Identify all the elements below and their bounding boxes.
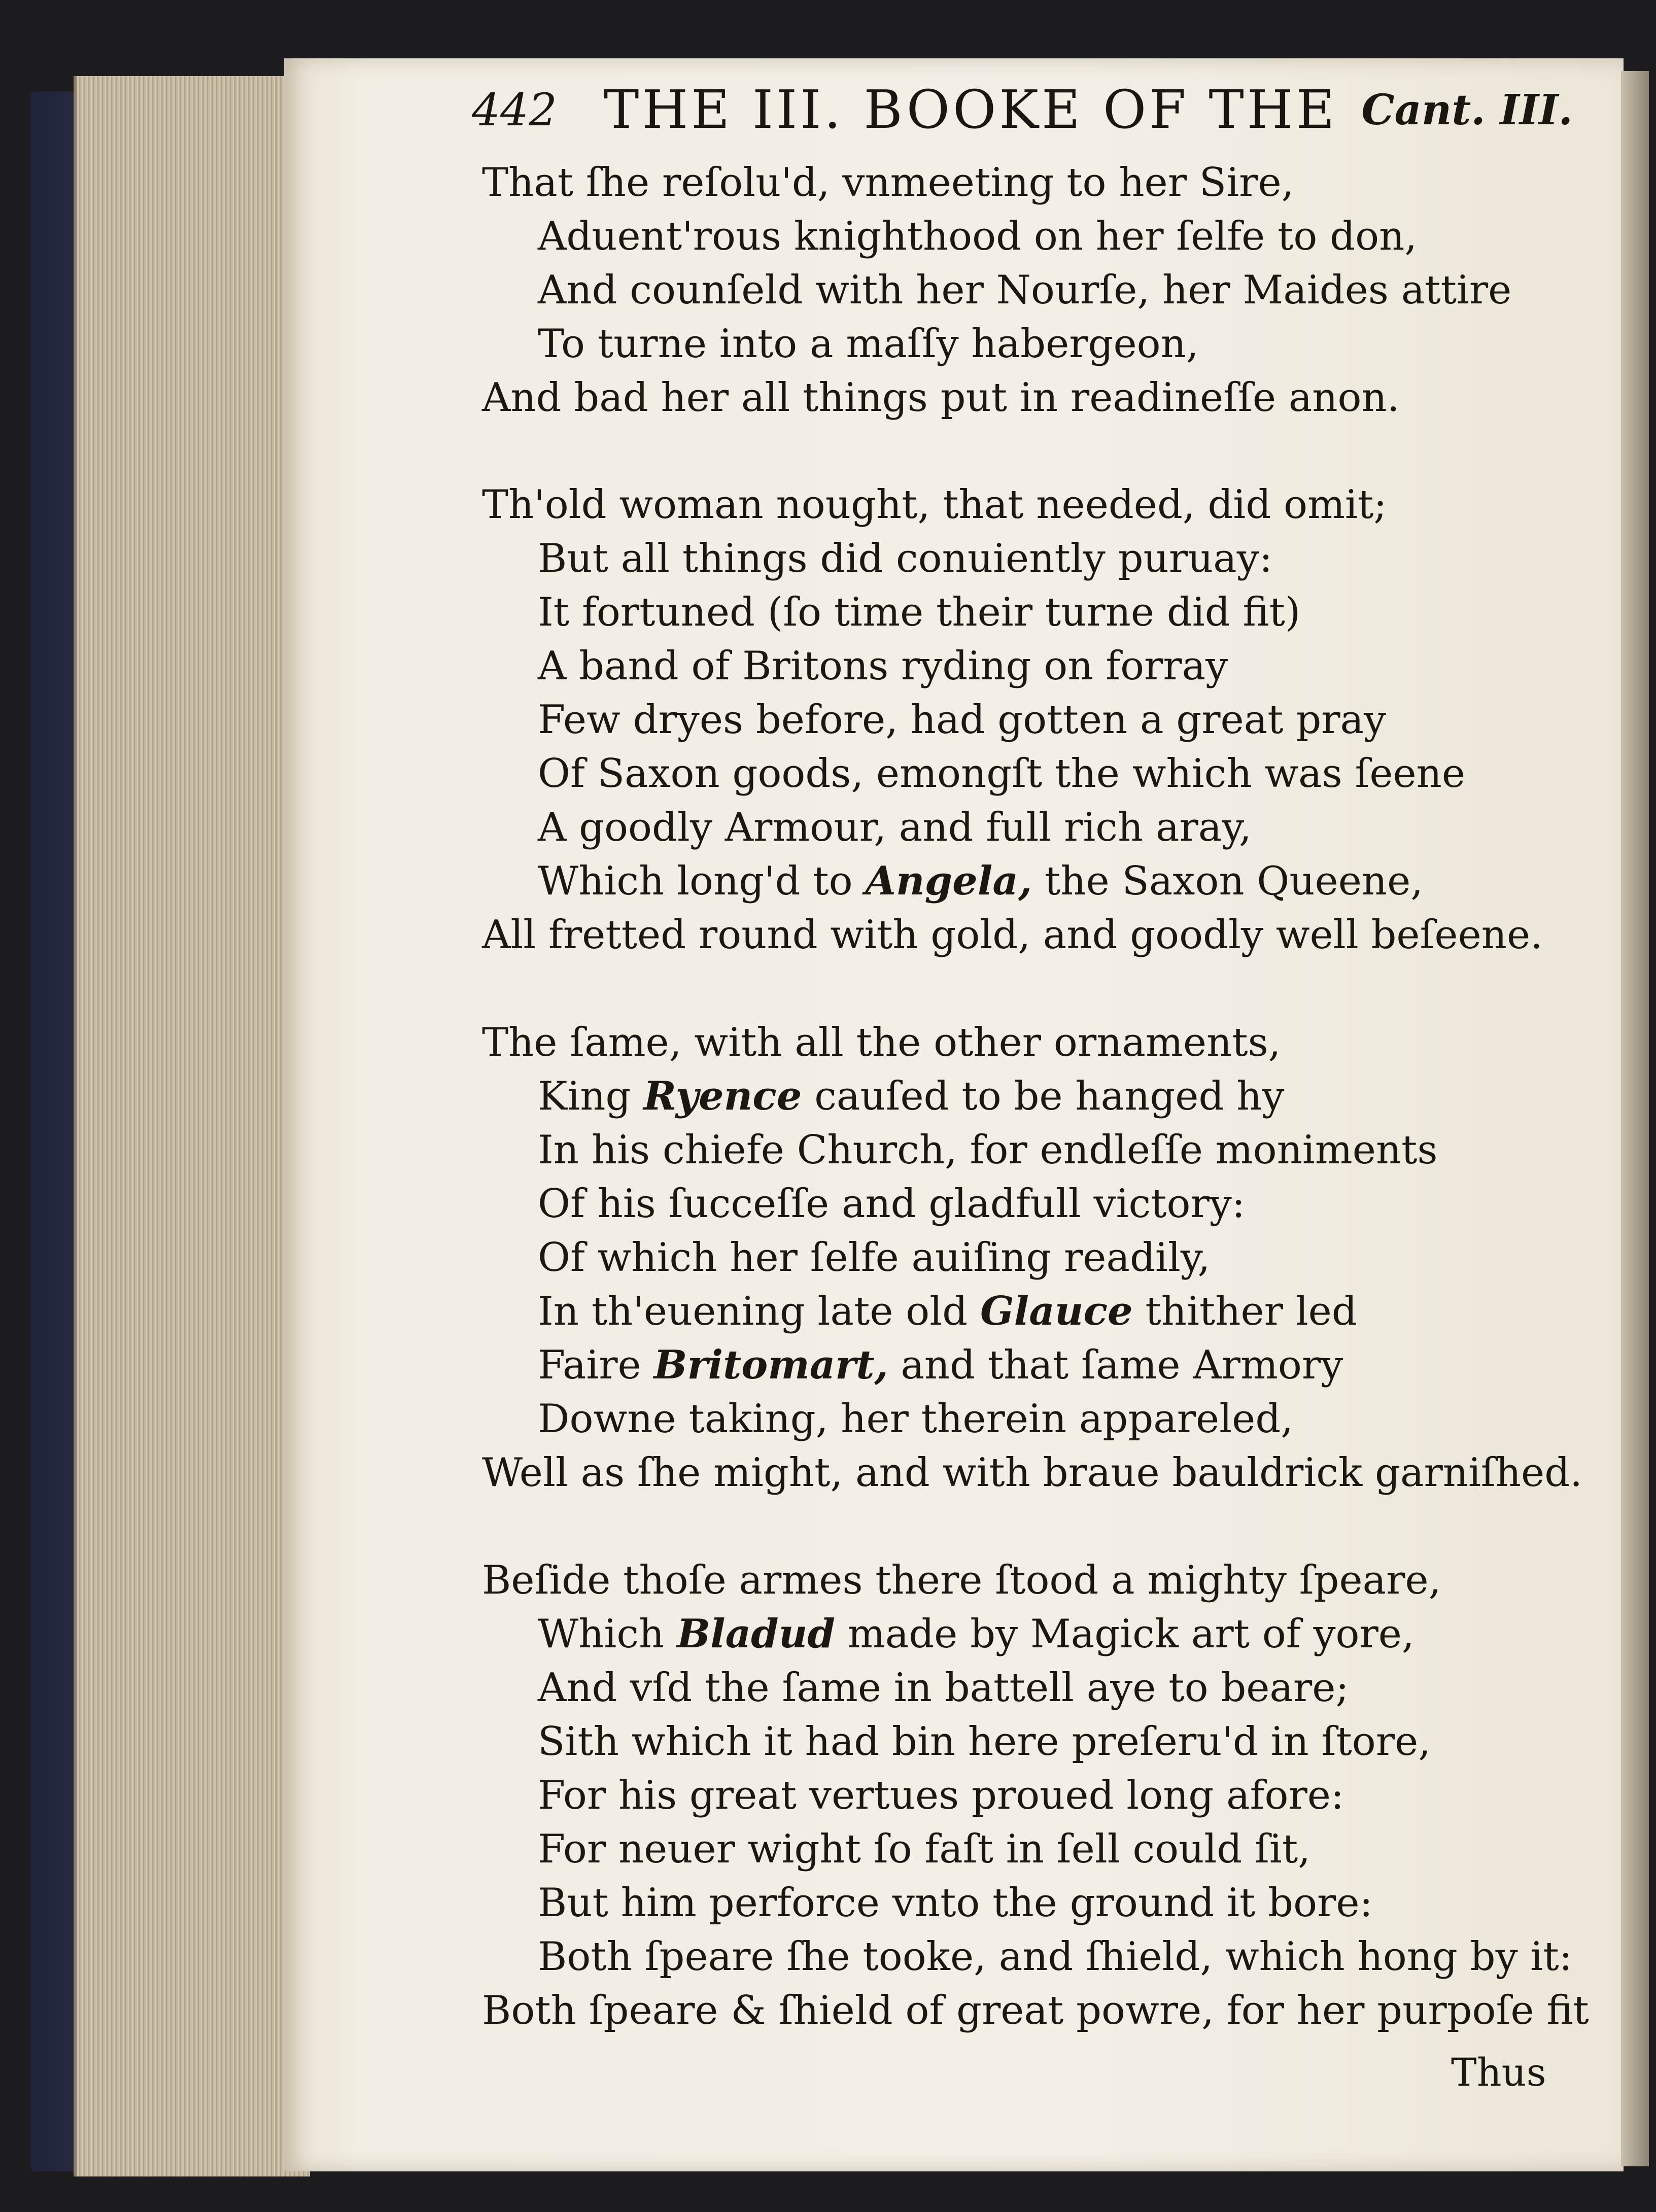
verse-text: Beſide thoſe armes there ſtood a mighty ſpeare, [482,1558,1441,1603]
verse-line [482,910,1543,960]
verse-line [482,372,1400,423]
verse-text: That ſhe reſolu'd, vnmeeting to her Sire, [482,160,1294,205]
verse-line [538,1394,1293,1444]
verse-line [538,1286,1357,1337]
verse-text: And vſd the ſame in battell aye to beare; [538,1665,1349,1711]
verse-text: A band of Britons ryding on forray [538,643,1228,689]
verse-line [538,1125,1438,1176]
verse-line [538,265,1511,316]
verse-line [538,1716,1431,1767]
proper-name: Glauce [980,1288,1133,1334]
verse-line [538,1232,1210,1283]
verse-text: And bad her all things put in readineſſe anon. [482,375,1400,421]
proper-name: Britomart, [653,1342,888,1388]
verse-text: King [538,1074,644,1119]
verse-text: Which [538,1611,677,1657]
verse-line [538,1071,1284,1122]
verse-text: The ſame, with all the other ornaments, [482,1020,1281,1065]
verse-text: To turne into a maſſy habergeon, [538,321,1199,367]
verse-line [538,1663,1349,1713]
verse-text: Th'old woman nought, that needed, did omit; [482,482,1387,528]
verse-line [538,1878,1373,1928]
proper-name: Ryence [643,1073,802,1119]
verse-text: For neuer wight ſo faſt in ſell could ſit, [538,1826,1310,1872]
verse-text: cauſed to be hanged hy [802,1074,1285,1119]
verse-line [482,479,1387,530]
verse-line [538,1609,1414,1660]
verse-line [538,856,1423,907]
verse-text: and that ſame Armory [888,1342,1343,1388]
verse-line [538,1770,1344,1821]
verse-line [482,1447,1582,1498]
verse-line [538,695,1386,745]
verse-line [482,1017,1281,1068]
verse-line [482,1985,1589,2036]
verse-text: In th'euening late old [538,1289,980,1334]
verse-text: All fretted round with gold, and goodly well beſeene. [482,912,1543,958]
verse-text: For his great vertues proued long afore: [538,1773,1344,1818]
verse-line [538,1931,1572,1982]
verse-line [538,211,1417,262]
verse-text: Which long'd to [538,858,866,904]
verse-line [538,319,1199,369]
verse-line [538,802,1252,853]
verse-line [482,1555,1441,1606]
verse-text: Well as ſhe might, and with braue bauldrick garniſhed. [482,1450,1582,1496]
verse-line [482,157,1294,208]
verse-line [538,1340,1343,1391]
verse-line [538,1824,1310,1875]
verse-text: Aduent'rous knighthood on her ſelfe to don, [538,214,1418,259]
verse-text: Faire [538,1342,654,1388]
verse-text: Downe taking, her therein appareled, [538,1396,1294,1442]
verse-text: made by Magick art of yore, [835,1611,1414,1657]
proper-name: Angela, [865,858,1032,904]
verse-text: Few dryes before, had gotten a great pray [538,697,1387,743]
verse-line [538,1179,1245,1229]
verse-text: Of Saxon goods, emongſt the which was ſeene [538,751,1466,797]
verse-text: the Saxon Queene, [1032,858,1424,904]
verse-text: But him perforce vnto the ground it bore: [538,1880,1373,1926]
verse-text: Of his ſucceſſe and gladfull victory: [538,1181,1246,1227]
page-number: 442 [472,84,557,136]
verse-text: Sith which it had bin here preſeru'd in ſtore, [538,1719,1431,1765]
verse-text: Both ſpeare & ſhield of great powre, for her purpoſe fit [482,1988,1589,2033]
verse-line [538,641,1228,692]
running-title: THE III. BOOKE OF THE [604,79,1338,141]
verse-line [538,748,1465,799]
verse-text: thither led [1132,1289,1357,1334]
canto-label: Cant. III. [1361,86,1573,134]
verse-text: But all things did conuiently puruay: [538,536,1273,581]
verse-text: It fortuned (ſo time their turne did fit) [538,590,1301,635]
verse-line [538,587,1300,638]
proper-name: Bladud [677,1611,835,1657]
verse-text: Both ſpeare ſhe tooke, and ſhield, which hong by it: [538,1934,1573,1980]
verse-text: And counſeld with her Nourſe, her Maides attire [538,267,1512,313]
verse-text: A goodly Armour, and full rich aray, [538,805,1252,850]
verse-text: In his chiefe Church, for endleſſe moniments [538,1127,1438,1173]
verse-text: Of which her ſelfe auiſing readily, [538,1235,1211,1281]
catchword: Thus [1451,2050,1546,2095]
verse-line [538,533,1272,584]
